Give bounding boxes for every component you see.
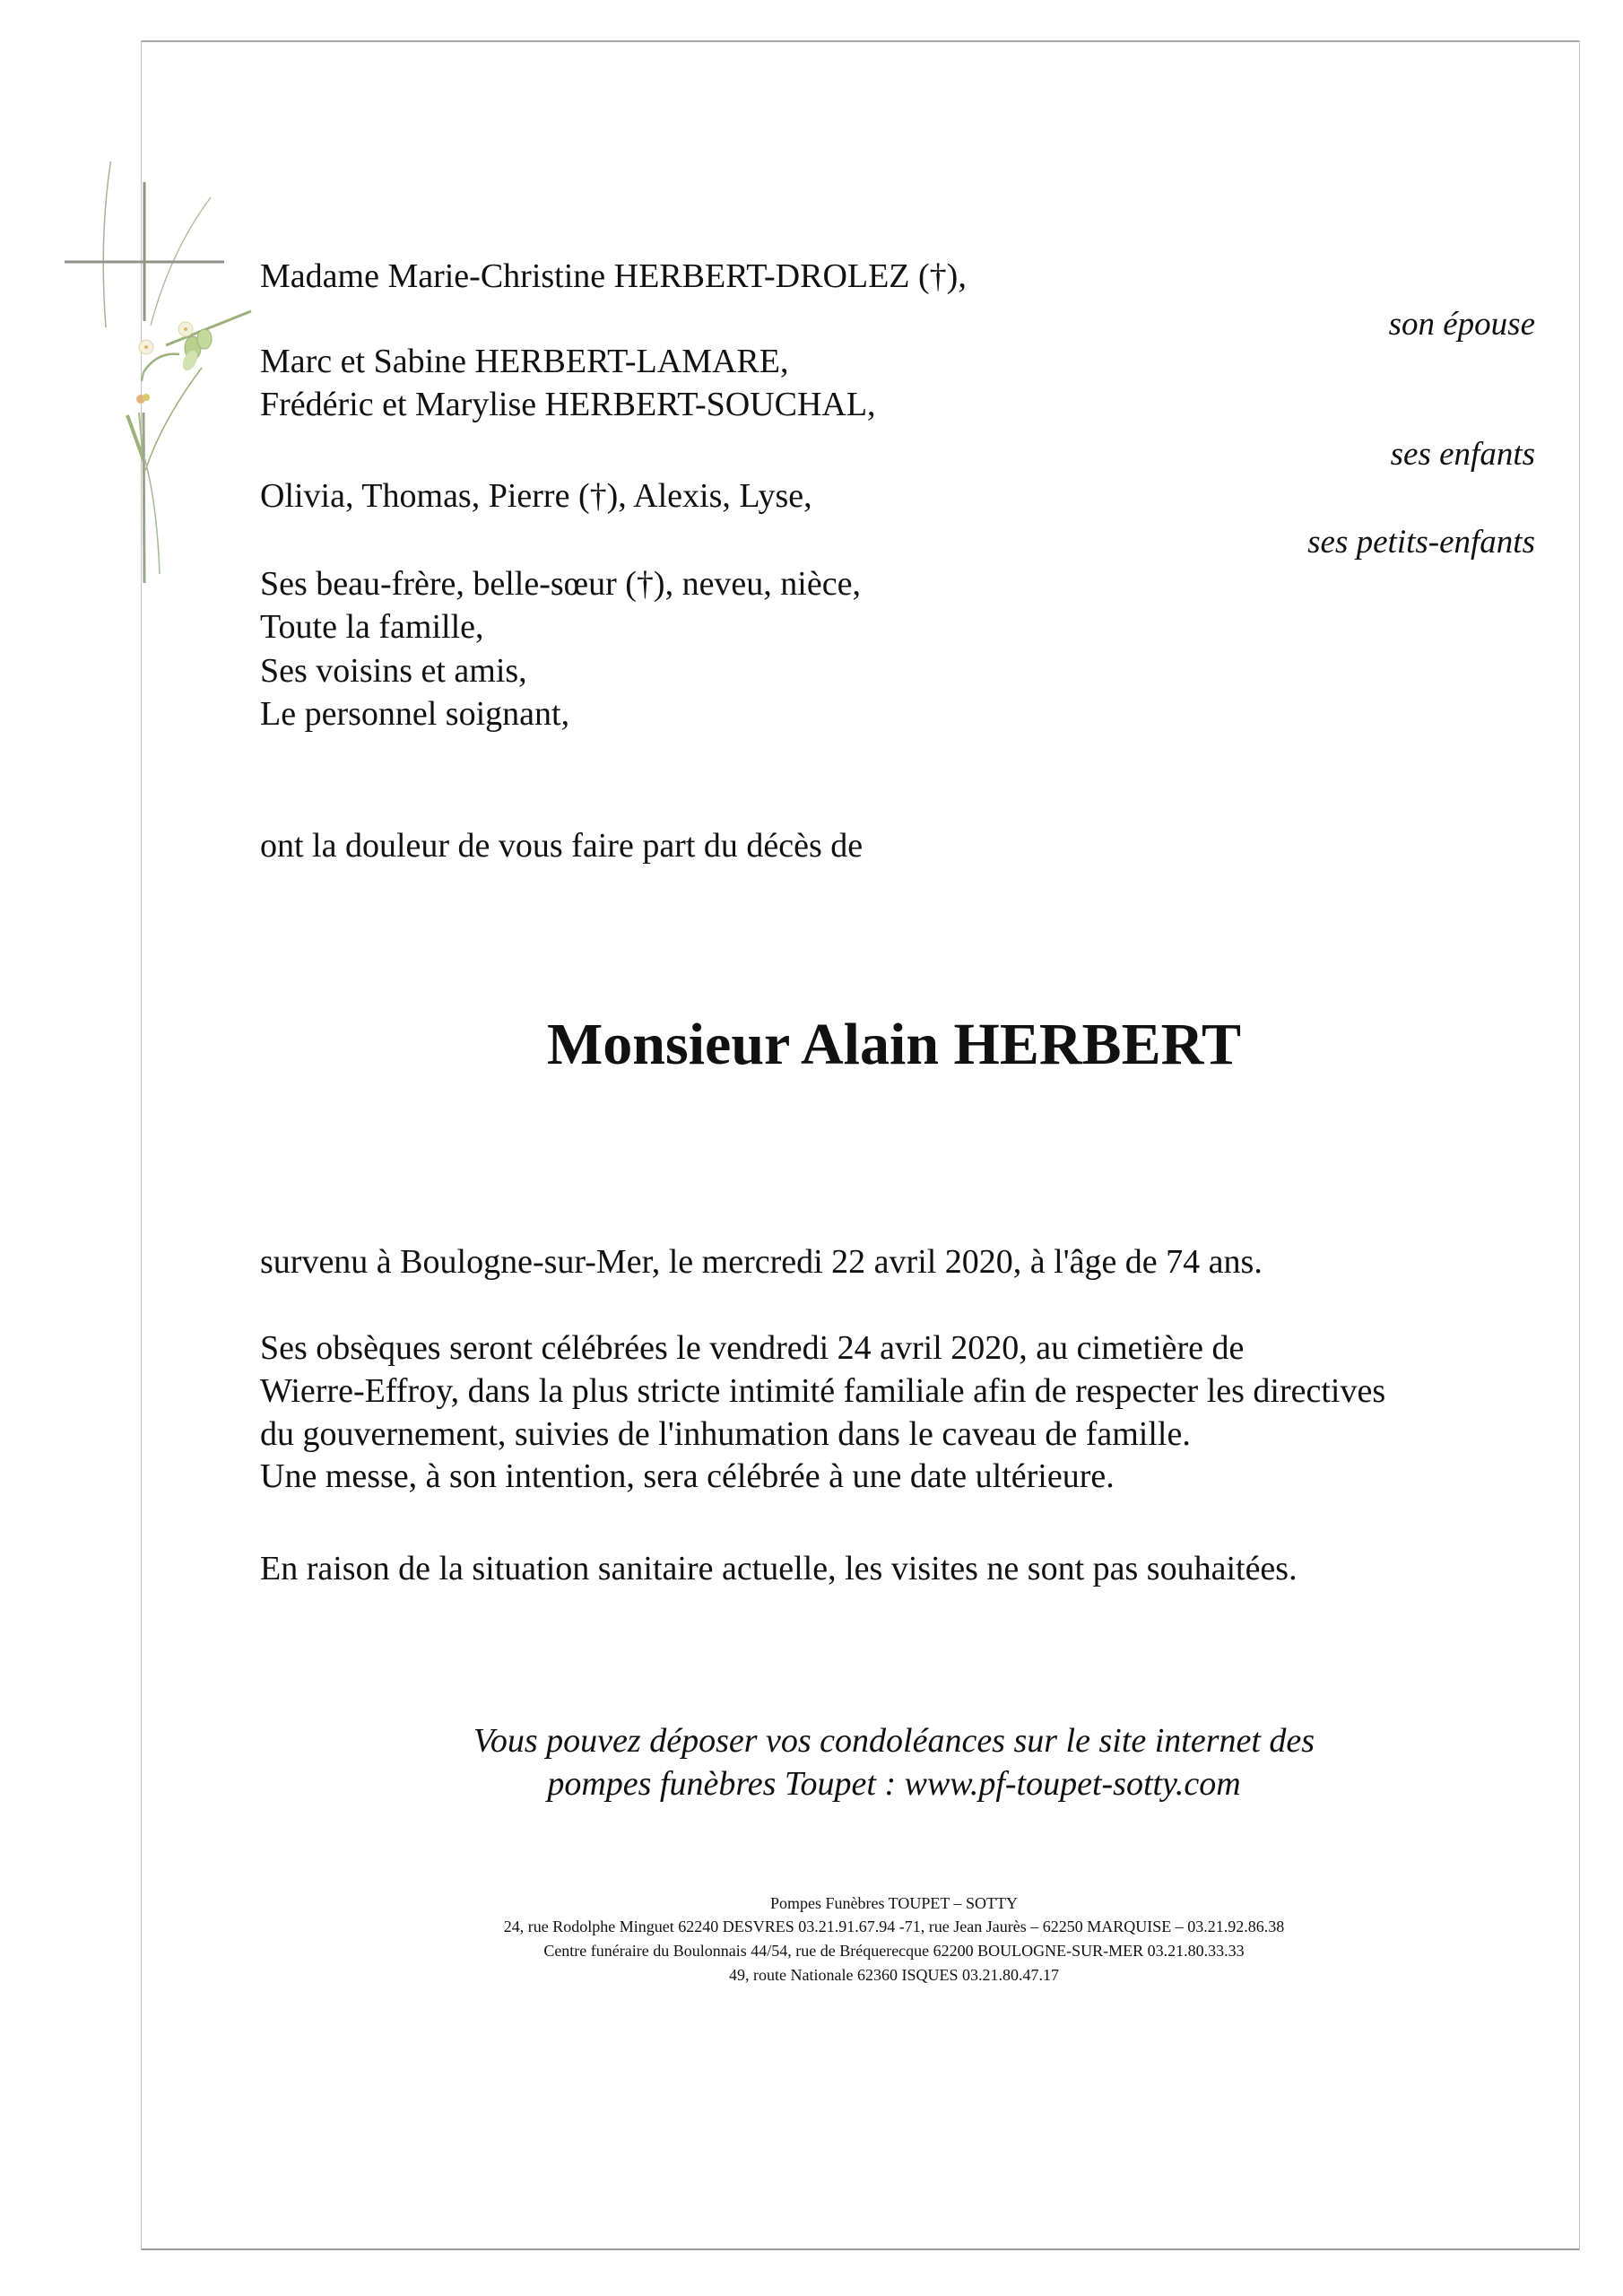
children-role: ses enfants bbox=[1390, 436, 1535, 473]
spouse-line: Madame Marie-Christine HERBERT-DROLEZ (†), bbox=[260, 257, 967, 295]
deceased-name: Monsieur Alain HERBERT bbox=[547, 1012, 1241, 1077]
footer-address: Centre funéraire du Boulonnais 44/54, rue de Bréquerecque 62200 BOULOGNE-SUR-MER 03.21.80.33.33 bbox=[543, 1942, 1245, 1960]
others-line: Ses beau-frère, belle-sœur (†), neveu, nièce, bbox=[260, 565, 861, 603]
others-line: Le personnel soignant, bbox=[260, 695, 570, 733]
death-details: survenu à Boulogne-sur-Mer, le mercredi 22 avril 2020, à l'âge de 74 ans. bbox=[260, 1243, 1263, 1281]
grandchildren-line: Olivia, Thomas, Pierre (†), Alexis, Lyse, bbox=[260, 477, 812, 515]
others-line: Toute la famille, bbox=[260, 608, 484, 646]
grandchildren-role: ses petits-enfants bbox=[1307, 524, 1535, 561]
others-line: Ses voisins et amis, bbox=[260, 652, 527, 690]
funeral-line: Ses obsèques seront célébrées le vendredi 24 avril 2020, au cimetière de bbox=[260, 1329, 1245, 1367]
visits-notice: En raison de la situation sanitaire actuelle, les visites ne sont pas souhaitées. bbox=[260, 1550, 1298, 1587]
page-border-bottom bbox=[142, 2248, 1580, 2250]
children-line: Frédéric et Marylise HERBERT-SOUCHAL, bbox=[260, 386, 876, 423]
announcement-text: ont la douleur de vous faire part du décès de bbox=[260, 827, 864, 865]
funeral-line: Wierre-Effroy, dans la plus stricte intimité familiale afin de respecter les directives bbox=[260, 1372, 1386, 1410]
cross-with-flowers-icon bbox=[54, 161, 287, 601]
footer-address: 24, rue Rodolphe Minguet 62240 DESVRES 03.21.91.67.94 -71, rue Jean Jaurès – 62250 MARQUISE – 03.21.92.86.38 bbox=[503, 1918, 1285, 1935]
funeral-line: du gouvernement, suivies de l'inhumation dans le caveau de famille. bbox=[260, 1415, 1191, 1453]
condolences-line: pompes funèbres Toupet : www.pf-toupet-sotty.com bbox=[547, 1765, 1241, 1803]
spouse-role: son épouse bbox=[1388, 306, 1535, 343]
condolences-line: Vous pouvez déposer vos condoléances sur le site internet des bbox=[473, 1722, 1315, 1760]
footer-address: 49, route Nationale 62360 ISQUES 03.21.80.47.17 bbox=[729, 1966, 1059, 1984]
children-line: Marc et Sabine HERBERT-LAMARE, bbox=[260, 343, 789, 380]
footer-company: Pompes Funèbres TOUPET – SOTTY bbox=[769, 1894, 1018, 1912]
funeral-line: Une messe, à son intention, sera célébrée à une date ultérieure. bbox=[260, 1457, 1115, 1495]
page-border-top bbox=[142, 40, 1580, 42]
